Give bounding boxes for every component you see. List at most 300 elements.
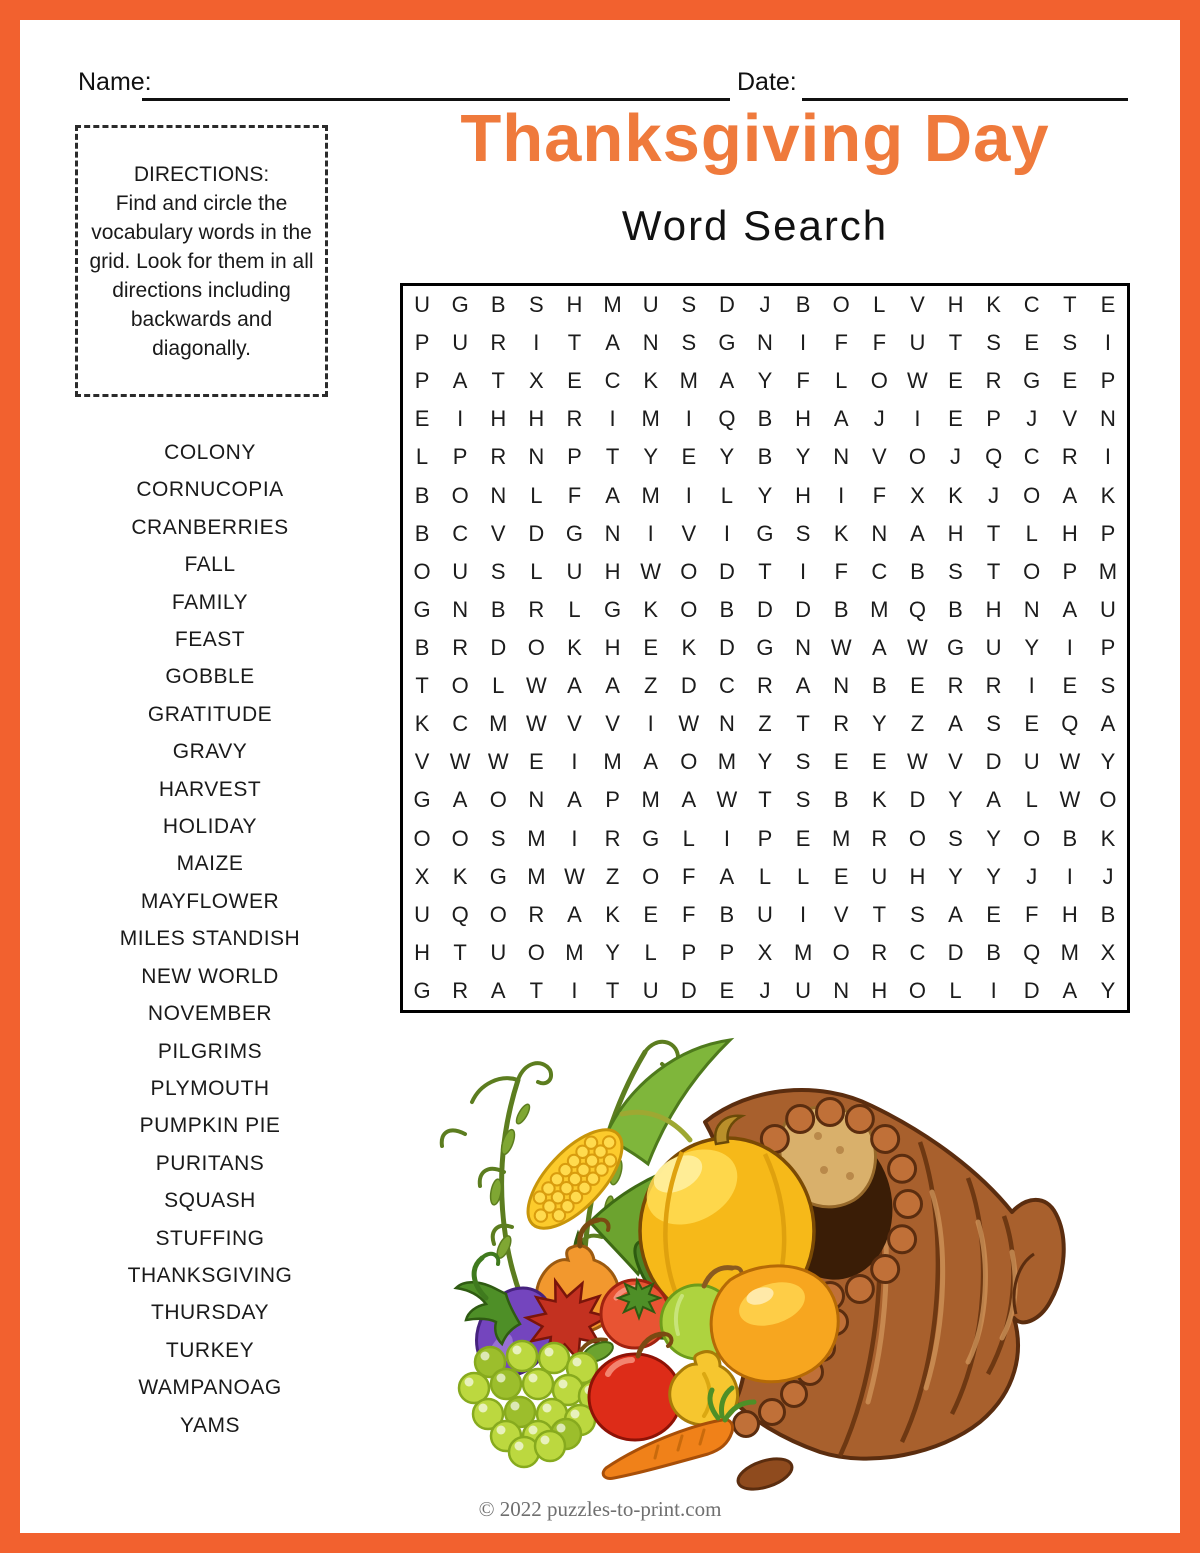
grid-letter[interactable]: I bbox=[1066, 863, 1073, 889]
grid-letter[interactable]: R bbox=[757, 673, 773, 699]
grid-letter[interactable]: M bbox=[527, 863, 546, 889]
grid-letter[interactable]: N bbox=[757, 330, 773, 356]
grid-letter[interactable]: U bbox=[566, 558, 583, 584]
grid-letter[interactable]: E bbox=[643, 901, 659, 927]
grid-letter[interactable]: K bbox=[452, 863, 468, 889]
word-list-item[interactable]: GRAVY bbox=[172, 740, 248, 764]
grid-letter[interactable]: S bbox=[681, 330, 697, 356]
grid-letter[interactable]: Y bbox=[757, 368, 773, 394]
grid-letter[interactable]: I bbox=[609, 406, 616, 432]
grid-letter[interactable]: U bbox=[414, 292, 430, 318]
grid-letter[interactable]: O bbox=[527, 939, 545, 965]
grid-letter[interactable]: S bbox=[490, 558, 506, 584]
grid-letter[interactable]: N bbox=[642, 330, 659, 356]
grid-letter[interactable]: U bbox=[795, 977, 812, 1003]
grid-letter[interactable]: V bbox=[605, 711, 620, 737]
grid-letter[interactable]: I bbox=[723, 825, 730, 851]
grid-letter[interactable]: I bbox=[571, 825, 578, 851]
grid-letter[interactable]: W bbox=[1059, 787, 1081, 813]
grid-letter[interactable]: D bbox=[757, 596, 773, 622]
grid-letter[interactable]: M bbox=[489, 711, 508, 737]
grid-letter[interactable]: E bbox=[795, 825, 811, 851]
grid-letter[interactable]: B bbox=[414, 520, 430, 546]
grid-letter[interactable]: O bbox=[413, 825, 431, 851]
grid-letter[interactable]: A bbox=[567, 787, 582, 813]
grid-letter[interactable]: X bbox=[1100, 939, 1116, 965]
grid-letter[interactable]: J bbox=[759, 292, 771, 318]
grid-letter[interactable]: Y bbox=[948, 863, 963, 889]
grid-letter[interactable]: B bbox=[1062, 825, 1078, 851]
grid-letter[interactable]: H bbox=[490, 406, 507, 432]
grid-letter[interactable]: A bbox=[1100, 711, 1116, 737]
word-list-item[interactable]: COLONY bbox=[164, 441, 256, 464]
grid-letter[interactable]: A bbox=[605, 330, 620, 356]
grid-letter[interactable]: A bbox=[795, 673, 811, 699]
grid-letter[interactable]: M bbox=[641, 787, 660, 813]
grid-letter[interactable]: B bbox=[719, 901, 735, 927]
grid-letter[interactable]: H bbox=[528, 406, 545, 432]
grid-letter[interactable]: E bbox=[1062, 673, 1078, 699]
grid-letter[interactable]: G bbox=[946, 634, 965, 660]
grid-letter[interactable]: B bbox=[795, 292, 811, 318]
grid-letter[interactable]: X bbox=[529, 368, 544, 394]
grid-letter[interactable]: G bbox=[718, 330, 736, 356]
grid-letter[interactable]: I bbox=[990, 977, 997, 1003]
grid-letter[interactable]: H bbox=[985, 596, 1002, 622]
grid-letter[interactable]: T bbox=[758, 558, 772, 584]
word-list-item[interactable]: HARVEST bbox=[158, 777, 262, 801]
word-list-item[interactable]: FAMILY bbox=[171, 590, 249, 614]
grid-letter[interactable]: E bbox=[986, 901, 1001, 927]
date-input-line[interactable] bbox=[802, 68, 1128, 101]
grid-letter[interactable]: I bbox=[647, 711, 654, 737]
grid-letter[interactable]: I bbox=[1104, 330, 1111, 356]
grid-letter[interactable]: T bbox=[605, 444, 620, 470]
grid-letter[interactable]: I bbox=[800, 330, 807, 356]
grid-letter[interactable]: O bbox=[832, 292, 850, 318]
grid-letter[interactable]: K bbox=[986, 292, 1001, 318]
grid-letter[interactable]: S bbox=[490, 825, 506, 851]
grid-letter[interactable]: T bbox=[491, 368, 505, 394]
grid-letter[interactable]: F bbox=[872, 482, 887, 508]
grid-letter[interactable]: K bbox=[605, 901, 620, 927]
grid-letter[interactable]: V bbox=[910, 292, 925, 318]
grid-letter[interactable]: G bbox=[413, 596, 431, 622]
grid-letter[interactable]: R bbox=[1061, 444, 1078, 470]
grid-letter[interactable]: L bbox=[415, 444, 429, 470]
grid-letter[interactable]: E bbox=[833, 863, 849, 889]
grid-letter[interactable]: E bbox=[1024, 330, 1040, 356]
grid-letter[interactable]: Y bbox=[643, 444, 659, 470]
grid-letter[interactable]: M bbox=[641, 482, 660, 508]
grid-letter[interactable]: Y bbox=[757, 749, 773, 775]
grid-letter[interactable]: Q bbox=[451, 901, 469, 927]
grid-letter[interactable]: G bbox=[756, 520, 774, 546]
grid-letter[interactable]: Y bbox=[605, 939, 620, 965]
grid-letter[interactable]: T bbox=[605, 977, 620, 1003]
grid-letter[interactable]: N bbox=[604, 520, 621, 546]
grid-letter[interactable]: V bbox=[1062, 406, 1078, 432]
grid-letter[interactable]: N bbox=[1099, 406, 1116, 432]
grid-letter[interactable]: P bbox=[681, 939, 697, 965]
grid-letter[interactable]: M bbox=[1060, 939, 1079, 965]
grid-letter[interactable]: O bbox=[527, 634, 545, 660]
word-list-item[interactable]: NOVEMBER bbox=[147, 1002, 273, 1026]
grid-letter[interactable]: L bbox=[1025, 520, 1038, 546]
word-list-item[interactable]: HOLIDAY bbox=[162, 815, 258, 839]
grid-letter[interactable]: V bbox=[567, 711, 582, 737]
grid-letter[interactable]: P bbox=[414, 368, 430, 394]
grid-letter[interactable]: X bbox=[910, 482, 925, 508]
grid-letter[interactable]: E bbox=[833, 749, 849, 775]
grid-letter[interactable]: K bbox=[871, 787, 887, 813]
grid-letter[interactable]: E bbox=[871, 749, 887, 775]
grid-letter[interactable]: F bbox=[834, 558, 848, 584]
grid-letter[interactable]: I bbox=[1104, 444, 1111, 470]
grid-letter[interactable]: Y bbox=[795, 444, 811, 470]
grid-letter[interactable]: O bbox=[908, 444, 926, 470]
word-list-item[interactable]: MILES STANDISH bbox=[119, 927, 301, 951]
grid-letter[interactable]: A bbox=[1062, 977, 1078, 1003]
grid-letter[interactable]: R bbox=[490, 330, 507, 356]
grid-letter[interactable]: Y bbox=[948, 787, 963, 813]
grid-letter[interactable]: A bbox=[871, 634, 887, 660]
grid-letter[interactable]: P bbox=[1100, 634, 1116, 660]
grid-letter[interactable]: E bbox=[414, 406, 430, 432]
grid-letter[interactable]: J bbox=[1026, 863, 1038, 889]
grid-letter[interactable]: X bbox=[414, 863, 430, 889]
grid-letter[interactable]: V bbox=[833, 901, 849, 927]
grid-letter[interactable]: B bbox=[986, 939, 1001, 965]
grid-letter[interactable]: D bbox=[680, 673, 697, 699]
grid-letter[interactable]: M bbox=[679, 368, 698, 394]
grid-letter[interactable]: O bbox=[832, 939, 850, 965]
grid-letter[interactable]: O bbox=[413, 558, 431, 584]
grid-letter[interactable]: A bbox=[1062, 482, 1078, 508]
word-list-item[interactable]: THURSDAY bbox=[151, 1301, 269, 1325]
grid-letter[interactable]: B bbox=[490, 596, 506, 622]
grid-letter[interactable]: L bbox=[530, 558, 543, 584]
grid-letter[interactable]: U bbox=[1099, 596, 1116, 622]
grid-letter[interactable]: B bbox=[833, 596, 849, 622]
grid-letter[interactable]: W bbox=[449, 749, 471, 775]
grid-letter[interactable]: H bbox=[604, 634, 621, 660]
grid-letter[interactable]: Y bbox=[986, 863, 1001, 889]
grid-letter[interactable]: F bbox=[1025, 901, 1039, 927]
grid-letter[interactable]: F bbox=[796, 368, 810, 394]
word-list-item[interactable]: THANKSGIVING bbox=[127, 1263, 293, 1287]
grid-letter[interactable]: O bbox=[680, 596, 698, 622]
grid-letter[interactable]: M bbox=[717, 749, 737, 775]
grid-letter[interactable]: B bbox=[719, 596, 735, 622]
grid-letter[interactable]: D bbox=[680, 977, 697, 1003]
grid-letter[interactable]: T bbox=[986, 520, 1001, 546]
grid-letter[interactable]: M bbox=[832, 825, 851, 851]
grid-letter[interactable]: R bbox=[871, 939, 888, 965]
grid-letter[interactable]: N bbox=[718, 711, 735, 737]
grid-letter[interactable]: N bbox=[490, 482, 507, 508]
grid-letter[interactable]: O bbox=[451, 825, 469, 851]
grid-letter[interactable]: Z bbox=[605, 863, 620, 889]
grid-letter[interactable]: M bbox=[603, 292, 622, 318]
grid-letter[interactable]: T bbox=[1063, 292, 1077, 318]
grid-letter[interactable]: P bbox=[1100, 368, 1116, 394]
grid-letter[interactable]: A bbox=[643, 749, 659, 775]
grid-letter[interactable]: Q bbox=[718, 406, 736, 432]
grid-letter[interactable]: L bbox=[873, 292, 886, 318]
grid-letter[interactable]: U bbox=[909, 330, 926, 356]
grid-letter[interactable]: L bbox=[720, 482, 733, 508]
word-list-item[interactable]: CRANBERRIES bbox=[131, 515, 289, 539]
grid-letter[interactable]: A bbox=[681, 787, 697, 813]
grid-letter[interactable]: A bbox=[948, 901, 963, 927]
grid-letter[interactable]: E bbox=[1100, 292, 1116, 318]
grid-letter[interactable]: U bbox=[1023, 749, 1040, 775]
grid-letter[interactable]: L bbox=[835, 368, 848, 394]
grid-letter[interactable]: X bbox=[757, 939, 773, 965]
word-list-item[interactable]: PUMPKIN PIE bbox=[139, 1114, 281, 1138]
grid-letter[interactable]: T bbox=[529, 977, 544, 1003]
grid-letter[interactable]: I bbox=[723, 520, 730, 546]
grid-letter[interactable]: H bbox=[909, 863, 926, 889]
grid-letter[interactable]: S bbox=[1062, 330, 1078, 356]
grid-letter[interactable]: O bbox=[680, 749, 698, 775]
grid-letter[interactable]: A bbox=[452, 787, 468, 813]
grid-letter[interactable]: I bbox=[457, 406, 464, 432]
grid-letter[interactable]: A bbox=[986, 787, 1001, 813]
grid-letter[interactable]: U bbox=[452, 330, 469, 356]
grid-letter[interactable]: L bbox=[644, 939, 657, 965]
grid-letter[interactable]: S bbox=[795, 749, 811, 775]
grid-letter[interactable]: P bbox=[1062, 558, 1078, 584]
grid-letter[interactable]: L bbox=[1025, 787, 1038, 813]
grid-letter[interactable]: K bbox=[681, 634, 697, 660]
grid-letter[interactable]: T bbox=[986, 558, 1001, 584]
grid-letter[interactable]: W bbox=[907, 634, 928, 660]
word-list-item[interactable]: NEW WORLD bbox=[141, 964, 279, 988]
grid-letter[interactable]: B bbox=[414, 634, 430, 660]
grid-letter[interactable]: C bbox=[718, 673, 735, 699]
word-list-item[interactable]: GRATITUDE bbox=[147, 702, 273, 726]
grid-letter[interactable]: O bbox=[908, 825, 926, 851]
grid-letter[interactable]: N bbox=[833, 673, 850, 699]
grid-letter[interactable]: S bbox=[795, 787, 811, 813]
grid-letter[interactable]: D bbox=[985, 749, 1002, 775]
word-list-item[interactable]: PURITANS bbox=[155, 1151, 265, 1175]
grid-letter[interactable]: D bbox=[795, 596, 812, 622]
grid-letter[interactable]: D bbox=[909, 787, 926, 813]
grid-letter[interactable]: D bbox=[718, 558, 735, 584]
grid-letter[interactable]: E bbox=[948, 406, 963, 432]
grid-letter[interactable]: K bbox=[643, 368, 659, 394]
grid-letter[interactable]: C bbox=[909, 939, 926, 965]
word-list-item[interactable]: SQUASH bbox=[164, 1189, 256, 1213]
grid-letter[interactable]: Y bbox=[871, 711, 887, 737]
word-list-item[interactable]: WAMPANOAG bbox=[138, 1376, 282, 1400]
grid-letter[interactable]: E bbox=[567, 368, 582, 394]
grid-letter[interactable]: O bbox=[642, 863, 660, 889]
grid-letter[interactable]: M bbox=[565, 939, 584, 965]
grid-letter[interactable]: U bbox=[642, 292, 659, 318]
grid-letter[interactable]: A bbox=[567, 901, 582, 927]
grid-letter[interactable]: B bbox=[833, 787, 849, 813]
grid-letter[interactable]: Y bbox=[1100, 749, 1116, 775]
grid-letter[interactable]: R bbox=[985, 368, 1002, 394]
grid-letter[interactable]: W bbox=[1059, 749, 1081, 775]
grid-letter[interactable]: S bbox=[986, 711, 1001, 737]
grid-letter[interactable]: N bbox=[1023, 596, 1040, 622]
grid-letter[interactable]: A bbox=[567, 673, 582, 699]
word-list-item[interactable]: STUFFING bbox=[155, 1226, 265, 1250]
word-list-item[interactable]: TURKEY bbox=[165, 1338, 255, 1362]
grid-letter[interactable]: I bbox=[1028, 673, 1035, 699]
grid-letter[interactable]: S bbox=[681, 292, 697, 318]
grid-letter[interactable]: H bbox=[871, 977, 888, 1003]
grid-letter[interactable]: A bbox=[948, 711, 963, 737]
grid-letter[interactable]: P bbox=[567, 444, 582, 470]
grid-letter[interactable]: E bbox=[1062, 368, 1078, 394]
grid-letter[interactable]: W bbox=[525, 673, 547, 699]
grid-letter[interactable]: N bbox=[833, 444, 850, 470]
grid-letter[interactable]: B bbox=[757, 444, 773, 470]
grid-letter[interactable]: D bbox=[718, 292, 735, 318]
grid-letter[interactable]: R bbox=[528, 596, 545, 622]
grid-letter[interactable]: M bbox=[1098, 558, 1118, 584]
grid-letter[interactable]: B bbox=[910, 558, 925, 584]
word-list-item[interactable]: MAYFLOWER bbox=[140, 889, 280, 913]
grid-letter[interactable]: I bbox=[800, 558, 807, 584]
grid-letter[interactable]: M bbox=[870, 596, 889, 622]
grid-letter[interactable]: I bbox=[800, 901, 807, 927]
word-list-item[interactable]: GOBBLE bbox=[165, 665, 255, 689]
grid-letter[interactable]: R bbox=[452, 977, 469, 1003]
grid-letter[interactable]: I bbox=[571, 749, 578, 775]
grid-letter[interactable]: P bbox=[757, 825, 773, 851]
grid-letter[interactable]: T bbox=[872, 901, 887, 927]
grid-letter[interactable]: R bbox=[528, 901, 545, 927]
grid-letter[interactable]: H bbox=[414, 939, 430, 965]
grid-letter[interactable]: U bbox=[985, 634, 1002, 660]
grid-letter[interactable]: Z bbox=[910, 711, 925, 737]
grid-letter[interactable]: R bbox=[566, 406, 583, 432]
grid-letter[interactable]: D bbox=[490, 634, 507, 660]
grid-letter[interactable]: I bbox=[685, 406, 692, 432]
grid-letter[interactable]: K bbox=[567, 634, 582, 660]
word-list-item[interactable]: FALL bbox=[184, 553, 236, 577]
grid-letter[interactable]: P bbox=[1100, 520, 1116, 546]
grid-letter[interactable]: D bbox=[947, 939, 964, 965]
grid-letter[interactable]: U bbox=[452, 558, 469, 584]
grid-letter[interactable]: W bbox=[487, 749, 509, 775]
grid-letter[interactable]: D bbox=[528, 520, 545, 546]
grid-letter[interactable]: A bbox=[1062, 596, 1078, 622]
grid-letter[interactable]: A bbox=[605, 482, 620, 508]
grid-letter[interactable]: O bbox=[680, 558, 698, 584]
grid-letter[interactable]: E bbox=[681, 444, 697, 470]
grid-letter[interactable]: Y bbox=[719, 444, 735, 470]
grid-letter[interactable]: K bbox=[948, 482, 963, 508]
grid-letter[interactable]: P bbox=[986, 406, 1001, 432]
grid-letter[interactable]: K bbox=[643, 596, 659, 622]
grid-letter[interactable]: A bbox=[719, 368, 735, 394]
grid-letter[interactable]: T bbox=[415, 673, 429, 699]
grid-letter[interactable]: H bbox=[604, 558, 621, 584]
grid-letter[interactable]: I bbox=[685, 482, 692, 508]
word-list-item[interactable]: FEAST bbox=[174, 628, 246, 652]
grid-letter[interactable]: O bbox=[870, 368, 888, 394]
grid-letter[interactable]: V bbox=[871, 444, 887, 470]
grid-letter[interactable]: N bbox=[871, 520, 888, 546]
grid-letter[interactable]: N bbox=[795, 634, 812, 660]
grid-letter[interactable]: E bbox=[643, 634, 659, 660]
grid-letter[interactable]: S bbox=[910, 901, 925, 927]
grid-letter[interactable]: D bbox=[718, 634, 735, 660]
grid-letter[interactable]: H bbox=[947, 520, 964, 546]
grid-letter[interactable]: P bbox=[452, 444, 468, 470]
grid-letter[interactable]: Y bbox=[986, 825, 1001, 851]
grid-letter[interactable]: I bbox=[1066, 634, 1073, 660]
grid-letter[interactable]: K bbox=[1100, 825, 1116, 851]
grid-letter[interactable]: G bbox=[642, 825, 660, 851]
grid-letter[interactable]: L bbox=[949, 977, 962, 1003]
grid-letter[interactable]: R bbox=[947, 673, 964, 699]
grid-letter[interactable]: G bbox=[489, 863, 507, 889]
word-list-item[interactable]: YAMS bbox=[180, 1413, 240, 1437]
name-input-line[interactable] bbox=[142, 68, 730, 101]
grid-letter[interactable]: R bbox=[604, 825, 621, 851]
grid-letter[interactable]: U bbox=[642, 977, 659, 1003]
grid-letter[interactable]: A bbox=[833, 406, 849, 432]
grid-letter[interactable]: O bbox=[489, 901, 507, 927]
grid-letter[interactable]: L bbox=[530, 482, 543, 508]
grid-letter[interactable]: W bbox=[907, 368, 928, 394]
grid-letter[interactable]: M bbox=[527, 825, 546, 851]
grid-letter[interactable]: V bbox=[681, 520, 697, 546]
grid-letter[interactable]: G bbox=[565, 520, 584, 546]
grid-letter[interactable]: C bbox=[604, 368, 621, 394]
grid-letter[interactable]: C bbox=[452, 520, 469, 546]
grid-letter[interactable]: R bbox=[452, 634, 469, 660]
grid-letter[interactable]: T bbox=[567, 330, 582, 356]
grid-letter[interactable]: B bbox=[1100, 901, 1116, 927]
grid-letter[interactable]: W bbox=[907, 749, 928, 775]
grid-letter[interactable]: A bbox=[605, 673, 620, 699]
grid-letter[interactable]: G bbox=[451, 292, 469, 318]
grid-letter[interactable]: R bbox=[490, 444, 507, 470]
grid-letter[interactable]: P bbox=[719, 939, 735, 965]
grid-letter[interactable]: L bbox=[492, 673, 505, 699]
grid-letter[interactable]: W bbox=[678, 711, 700, 737]
grid-letter[interactable]: H bbox=[1061, 901, 1078, 927]
grid-letter[interactable]: H bbox=[795, 406, 812, 432]
grid-letter[interactable]: H bbox=[1061, 520, 1078, 546]
grid-letter[interactable]: J bbox=[873, 406, 885, 432]
grid-letter[interactable]: W bbox=[564, 863, 585, 889]
grid-letter[interactable]: G bbox=[413, 787, 431, 813]
grid-letter[interactable]: E bbox=[719, 977, 735, 1003]
grid-letter[interactable]: F bbox=[682, 901, 696, 927]
grid-letter[interactable]: U bbox=[757, 901, 773, 927]
grid-letter[interactable]: L bbox=[682, 825, 695, 851]
grid-letter[interactable]: K bbox=[1100, 482, 1116, 508]
grid-letter[interactable]: C bbox=[452, 711, 469, 737]
grid-letter[interactable]: Y bbox=[1100, 977, 1116, 1003]
grid-letter[interactable]: T bbox=[758, 787, 772, 813]
grid-letter[interactable]: Y bbox=[1024, 634, 1040, 660]
grid-letter[interactable]: K bbox=[833, 520, 849, 546]
grid-letter[interactable]: C bbox=[1023, 292, 1040, 318]
grid-letter[interactable]: B bbox=[871, 673, 887, 699]
